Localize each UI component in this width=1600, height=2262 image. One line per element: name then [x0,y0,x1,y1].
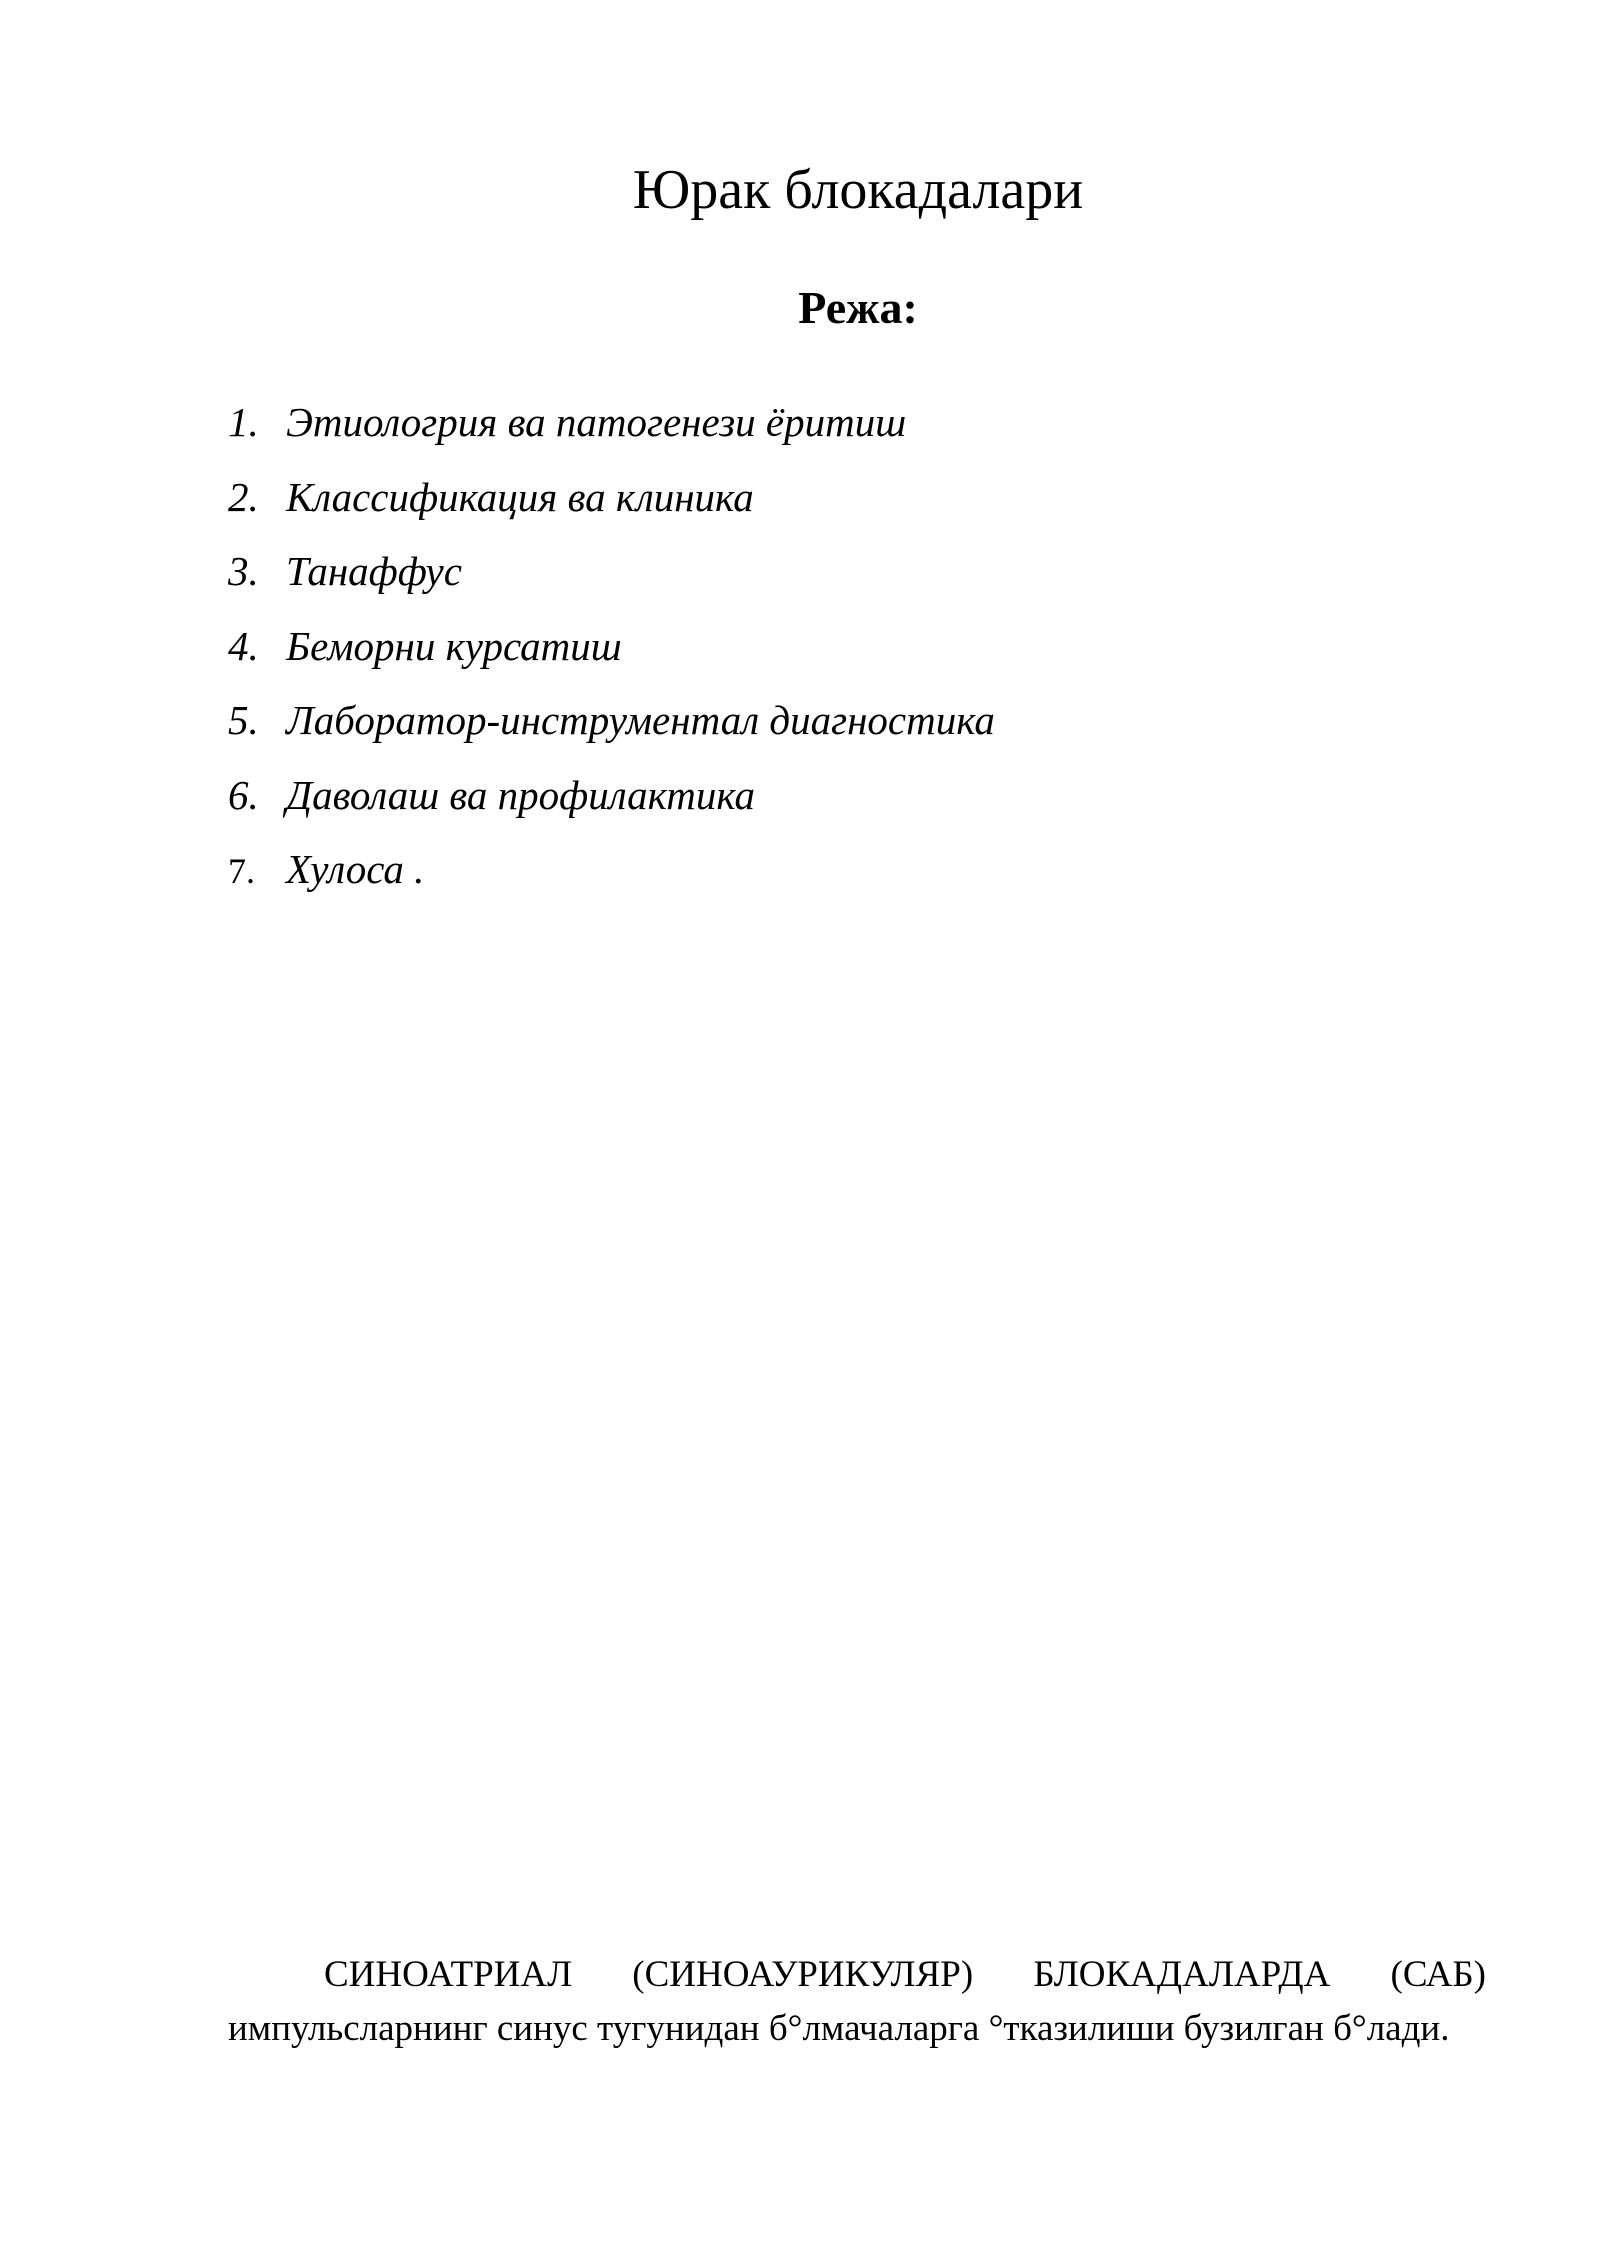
plan-item [228,692,995,767]
plan-item-text: Танаффус [286,548,462,594]
plan-item-text: Лаборатор-инструментал диагностика [286,697,995,743]
plan-item-text: Классификация ва клиника [286,473,754,520]
paragraph-word: СИНОАТРИАЛ [324,1954,573,1995]
plan-item [228,543,995,618]
document-title: Юрак блокадалари [632,159,1084,221]
paragraph-word: БЛОКАДАЛАРДА [1033,1954,1331,1995]
plan-item-number: 4. [228,622,259,669]
plan-item-number: 1. [228,399,259,445]
plan-item [228,841,995,916]
plan-item-number: 2. [228,473,259,520]
plan-item-text: Этиологрия ва патогенези ёритиш [286,399,907,445]
body-paragraph [228,1948,1486,2056]
plan-item [228,394,995,469]
plan-item-number: 3. [228,548,259,594]
plan-item-text: Хулоса . [286,846,425,892]
plan-item [228,767,995,842]
plan-item-number: 7. [228,851,255,891]
plan-item-text: Беморни курсатиш [286,622,622,669]
paragraph-first-line [228,1948,1486,2002]
plan-item-number: 6. [228,771,259,818]
paragraph-second-line: импульсларнинг синус тугунидан б°лмачаларга °тказилиши бузилган б°лади. [228,2008,1450,2049]
plan-list [228,394,995,916]
plan-heading: Режа: [798,282,918,333]
plan-item-text: Даволаш ва профилактика [286,771,756,818]
paragraph-word: (СИНОАУРИКУЛЯР) [632,1954,974,1995]
plan-item [228,469,995,544]
plan-item-number: 5. [228,697,259,743]
plan-item [228,618,995,693]
paragraph-word: (САБ) [1390,1954,1486,1995]
